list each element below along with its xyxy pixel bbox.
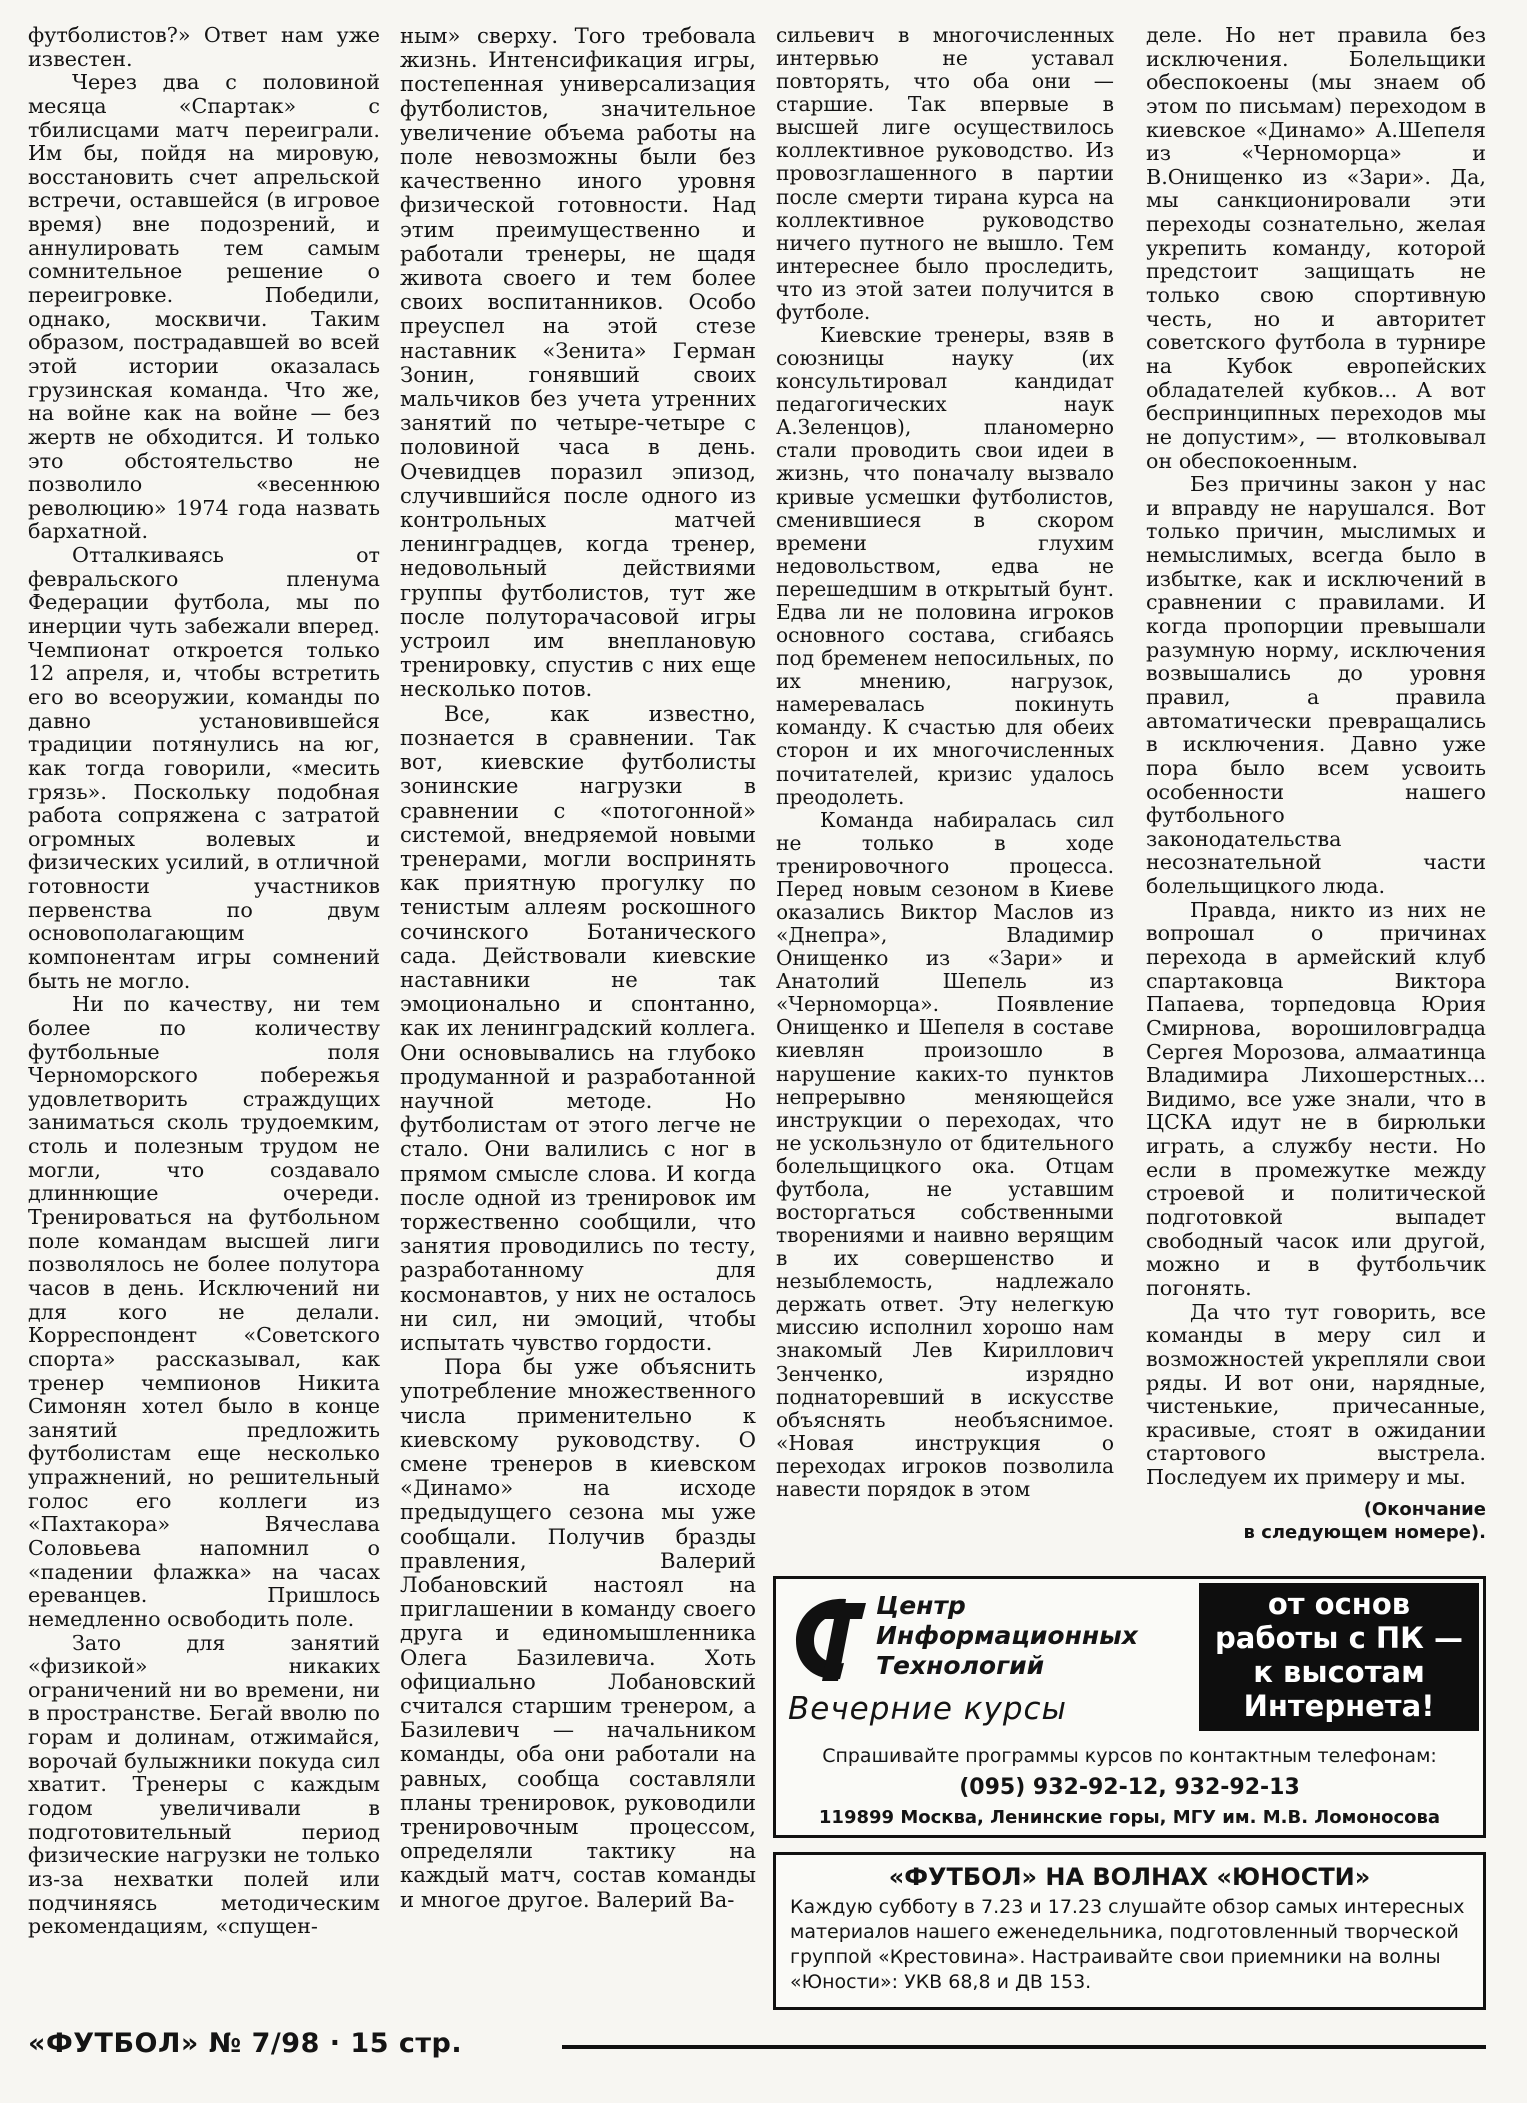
paragraph: ным» сверху. Того требовала жизнь. Интенсификация игры, постепенная универсализация футболистов, значительное увеличение объема работы на поле невозможны были без качественно иного уровня физической готовности. Над этим преимущественно и работали тренеры, не щадя живота своего и тем более своих воспитанников. Особо преуспел на этой стезе наставник «Зенита» Герман Зонин, гонявший своих мальчиков без учета утренних занятий по четыре-четыре с половиной часа в день. Очевидцев поразил эпизод, случившийся после одного из контрольных матчей ленинградцев, когда тренер, недовольный действиями группы футболистов, тут же после полуторачасовой игры устроил им внеплановую тренировку, спустив с них еще несколько потов. bbox=[400, 23, 756, 702]
cit-advertisement bbox=[773, 1576, 1486, 1838]
cit-slogan-line: Интернета! bbox=[1243, 1689, 1435, 1723]
cit-name bbox=[876, 1591, 1176, 1681]
radio-announcement bbox=[773, 1852, 1486, 2010]
paragraph: деле. Но нет правила без исключения. Болельщики обеспокоены (мы знаем об этом по письмам) переходом в киевское «Динамо» А.Шепеля из «Черноморца» и В.Онищенко из «Зари». Да, мы санкционировали эти переходы сознательно, желая укрепить команду, которой предстоит защищать не только свою спортивную честь, но и авторитет советского футбола в турнире на Кубок европейских обладателей кубков... А вот беспринципных переходов мы не допустим», — втолковывал он обеспокоенным. bbox=[1146, 23, 1486, 473]
paragraph: Пора бы уже объяснить употребление множественного числа применительно к киевскому руководству. О смене тренеров в киевском «Динамо» на исходе предыдущего сезона мы уже сообщали. Получив бразды правления, Валерий Лобановский настоял на приглашении в команду своего друга и единомышленника Олега Базилевича. Хоть официально Лобановский считался старшим тренером, а Базилевич — начальником команды, оба они работали на равных, сообща составляли планы тренировок, руководили тренировочным процессом, определяли тактику на каждый матч, состав команды и многое другое. Валерий Ва- bbox=[400, 1354, 756, 1912]
paragraph: Без причины закон у нас и вправду не нарушался. Вот только причин, мыслимых и немыслимых, всегда было в избытке, как и исключений в сравнении с правилами. И когда пропорции превышали разумную норму, исключения возвышались до уровня правил, а правила автоматически превращались в исключения. Давно уже пора было всем усвоить особенности нашего футбольного законодательства несознательной части болельщицкого люда. bbox=[1146, 472, 1486, 899]
continuation-note-line: в следующем номере). bbox=[1243, 1521, 1486, 1543]
article-column-3 bbox=[776, 24, 1114, 1501]
cit-name-line: Информационных bbox=[876, 1621, 1138, 1650]
paragraph: сильевич в многочисленных интервью не уставал повторять, что оба они — старшие. Так впервые в высшей лиге осуществилось коллективное руководство. Из провозглашенного в партии после смерти тирана курса на коллективное руководство ничего путного не вышло. Тем интереснее было проследить, что из этой затеи получится в футболе. bbox=[776, 23, 1114, 324]
cit-name-line: Центр bbox=[876, 1591, 966, 1620]
radio-title: «ФУТБОЛ» НА ВОЛНАХ «ЮНОСТИ» bbox=[888, 1863, 1371, 1891]
article-column-1 bbox=[28, 24, 380, 1939]
paragraph: Да что тут говорить, все команды в меру сил и возможностей укрепляли свои ряды. И вот они, нарядные, чистенькие, причесанные, красивые, стоят в ожидании стартового выстрела. Последуем их примеру и мы. bbox=[1146, 1299, 1486, 1490]
cit-slogan-line: от основ bbox=[1267, 1587, 1411, 1621]
cit-phones: (095) 932-92-12, 932-92-13 bbox=[959, 1775, 1300, 1800]
article-column-4 bbox=[1146, 24, 1486, 1544]
cit-courses: Вечерние курсы bbox=[788, 1691, 1068, 1727]
paragraph: футболистов?» Ответ нам уже известен. bbox=[28, 23, 380, 71]
page-footer: «ФУТБОЛ» № 7/98 · 15 стр. bbox=[28, 2028, 463, 2059]
cit-name-line: Технологий bbox=[876, 1651, 1045, 1680]
paragraph: Ни по качеству, ни тем более по количеству футбольные поля Черноморского побережья удовлетворить страждущих заниматься сколь трудоемким, столь и полезным трудом не могли, что создавало длиннющие очереди. Тренироваться на футбольном поле командам высшей лиги позволялось не более полутора часов в день. Исключений ни для кого не делали. Корреспондент «Советского спорта» рассказывал, как тренер чемпионов Никита Симонян хотел было в конце занятий предложить футболистам еще несколько упражнений, но решительный голос его коллеги из «Пахтакора» Вячеслава Соловьева напомнил о «падении флажка» на часах ереванцев. Пришлось немедленно освободить поле. bbox=[28, 992, 380, 1631]
radio-text: Каждую субботу в 7.23 и 17.23 слушайте обзор самых интересных материалов нашего еженедельника, подготовленный творческой группой «Крестовина». Настраивайте свои приемники на волны «Юности»: УКВ 68,8 и ДВ 153. bbox=[790, 1896, 1465, 1993]
cit-slogan-line: работы с ПК — bbox=[1215, 1621, 1463, 1655]
paragraph: Все, как известно, познается в сравнении. Так вот, киевские футболисты зонинские нагрузки в сравнении с «потогонной» системой, внедряемой новыми тренерами, могли воспринять как приятную прогулку по тенистым аллеям роскошного сочинского Ботанического сада. Действовали киевские наставники не так эмоционально и спонтанно, как их ленинградский коллега. Они основывались на глубоко продуманной и разработанной научной методе. Но футболистам от этого легче не стало. Они валились с ног в прямом смысле слова. И когда после одной из тренировок им торжественно сообщили, что занятия проводились по тесту, разработанному для космонавтов, у них не осталось ни сил, ни эмоций, чтобы испытать чувство гордости. bbox=[400, 700, 756, 1355]
paragraph: Правда, никто из них не вопрошал о причинах перехода в армейский клуб спартаковца Виктора Папаева, торпедовца Юрия Смирнова, ворошиловградца Сергея Морозова, алмаатинца Владимира Лихошерстных... Видимо, все уже знали, что в ЦСКА идут не в бирюльки играть, а службу нести. Но если в промежутке между строевой и политической подготовкой выпадет свободный часок или другой, можно и в футбольчик погонять. bbox=[1146, 897, 1486, 1300]
paragraph: Зато для занятий «физикой» никаких ограничений ни во времени, ни в пространстве. Бегай вволю по горам и долинам, отжимайся, ворочай булыжники покуда сил хватит. Тренеры с каждым годом увеличивали в подготовительный период физические нагрузки не только из-за нехватки полей или подчиняясь методическим рекомендациям, «спущен- bbox=[28, 1630, 380, 1939]
paragraph: Отталкиваясь от февральского пленума Федерации футбола, мы по инерции чуть забежали вперед. Чемпионат откроется только 12 апреля, и, чтобы встретить его во всеоружии, команды по давно установившейся традиции потянулись на юг, как тогда говорили, «месить грязь». Поскольку подобная работа сопряжена с затратой огромных волевых и физических усилий, в отличной готовности участников первенства по двум основополагающим компонентам игры сомнений быть не могло. bbox=[28, 543, 380, 993]
paragraph: Команда набиралась сил не только в ходе тренировочного процесса. Перед новым сезоном в Киеве оказались Виктор Маслов из «Днепра», Владимир Онищенко из «Зари» и Анатолий Шепель из «Черноморца». Появление Онищенко и Шепеля в составе киевлян произошло в нарушение каких-то пунктов непрерывно меняющейся инструкции о переходах, что не ускользнуло от бдительного болельщицкого ока. Отцам футбола, не уставшим восторгаться собственными творениями и наивно верящим в их совершенство и незыблемость, надлежало держать ответ. Эту нелегкую миссию исполнил хорошо нам знакомый Лев Кириллович Зенченко, изрядно поднаторевший в искусстве объяснять необъяснимое. «Новая инструкция о переходах игроков позволила навести порядок в этом bbox=[776, 807, 1114, 1501]
cit-slogan-line: к высотам bbox=[1253, 1655, 1425, 1689]
cit-slogan bbox=[1199, 1583, 1479, 1731]
cit-address: 119899 Москва, Ленинские горы, МГУ им. М.В. Ломоносова bbox=[818, 1807, 1441, 1828]
paragraph: Через два с половиной месяца «Спартак» с тбилисцами матч переиграли. Им бы, пойдя на мировую, восстановить счет апрельской встречи, оставшейся (в игровое время) вне подозрений, и аннулировать тем самым сомнительное решение о переигровке. Победили, однако, москвичи. Таким образом, пострадавшей во всей этой истории оказалась грузинская команда. Что же, на войне как на войне — без жертв не обходится. И только это обстоятельство не позволило «весеннюю революцию» 1974 года назвать бархатной. bbox=[28, 70, 380, 544]
cit-logo-icon bbox=[788, 1593, 868, 1685]
footer-rule bbox=[562, 2045, 1486, 2049]
continuation-note bbox=[1146, 1498, 1486, 1544]
article-column-2 bbox=[400, 24, 756, 1912]
continuation-note-line: (Окончание bbox=[1363, 1498, 1486, 1520]
paragraph: Киевские тренеры, взяв в союзницы науку (их консультировал кандидат педагогических наук А.Зеленцов), планомерно стали проводить свои идеи в жизнь, что поначалу вызвало кривые усмешки футболистов, сменившиеся в скором времени глухим недовольством, едва не перешедшим в открытый бунт. Едва ли не половина игроков основного состава, сгибаясь под бременем непосильных, по их мнению, нагрузок, намеревалась покинуть команду. К счастью для обеих сторон и их многочисленных почитателей, кризис удалось преодолеть. bbox=[776, 323, 1114, 809]
cit-contact-prompt: Спрашивайте программы курсов по контактным телефонам: bbox=[822, 1745, 1437, 1767]
